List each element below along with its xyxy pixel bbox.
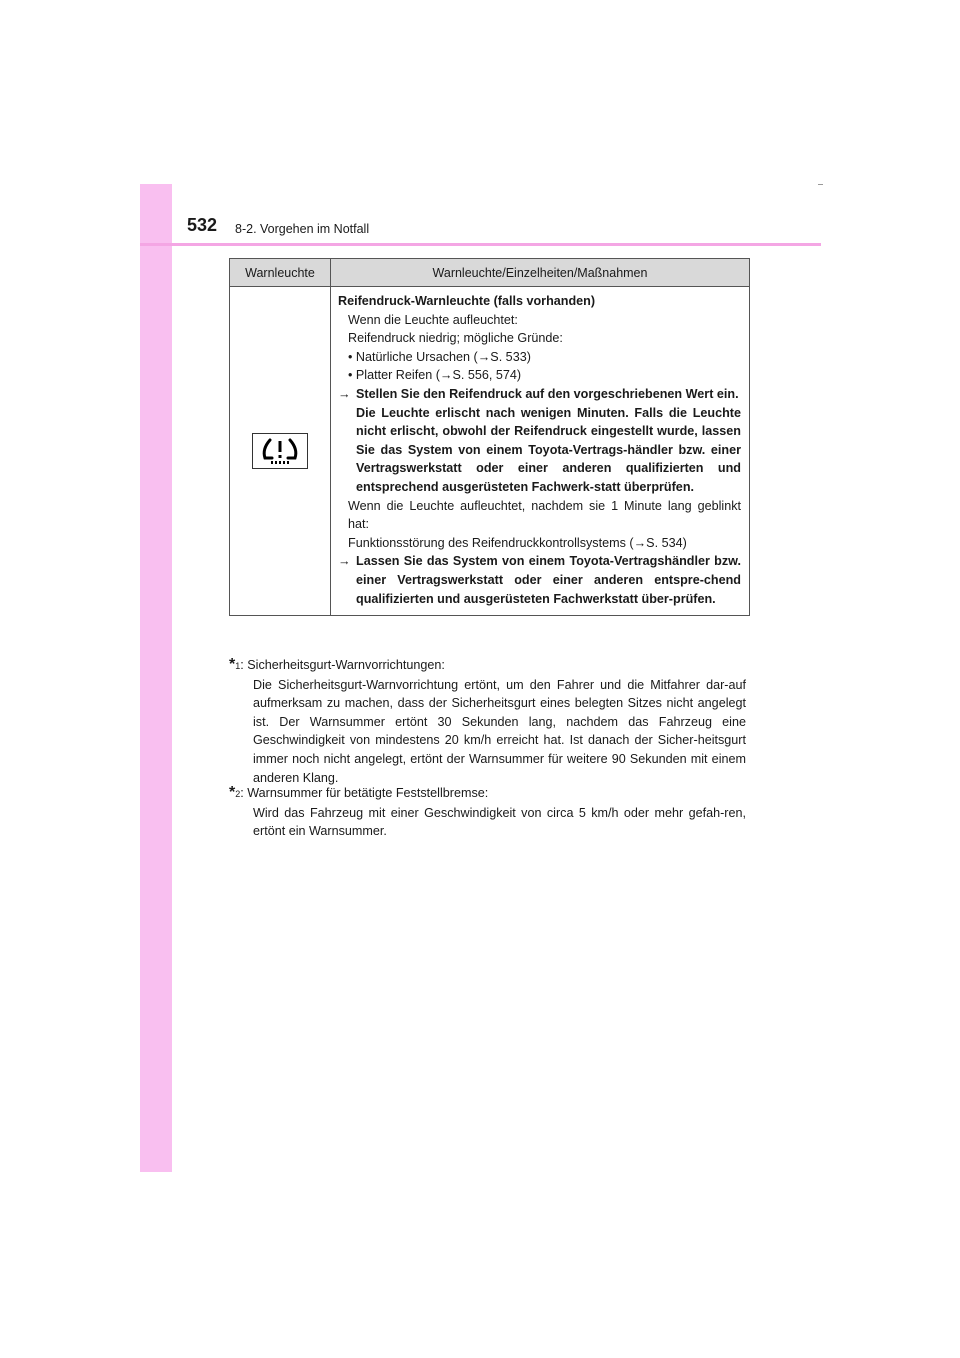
- footnote: [229, 656, 746, 787]
- arrow-icon: →: [338, 386, 351, 401]
- footnote-number: 1: [235, 661, 241, 671]
- footnote: [229, 784, 746, 841]
- warning-title: Reifendruck-Warnleuchte (falls vorhanden): [338, 294, 596, 308]
- malfunction-text: Funktionsstörung des Reifendruckkontrollsystems (→S. 534): [348, 535, 687, 550]
- action-block: [338, 552, 741, 608]
- action-block: [338, 385, 741, 497]
- table-header-row: [230, 259, 750, 287]
- arrow-icon: →: [338, 554, 351, 569]
- side-tab-bar: [140, 184, 172, 1172]
- cause-intro: Reifendruck niedrig; mögliche Gründe:: [348, 331, 563, 346]
- page-number: 532: [187, 215, 218, 235]
- action-note: Die Leuchte erlischt nach wenigen Minuten. Falls die Leuchte nicht erlischt, obwohl der Reifendruck eingestellt wurde, lassen Sie das System von einem Toyota-Vertrags-händler bzw. einer Vertragswerkstatt oder einer anderen qualifizierten und entsprechend ausgerüsteten Fachwerk-statt überprüfen.: [356, 405, 741, 494]
- action-text: Stellen Sie den Reifendruck auf den vorgeschriebenen Wert ein.: [356, 386, 739, 401]
- section-title: 8-2. Vorgehen im Notfall: [235, 222, 370, 236]
- condition-text: Wenn die Leuchte aufleuchtet:: [348, 312, 518, 327]
- condition-text: Wenn die Leuchte aufleuchtet, nachdem sie 1 Minute lang geblinkt hat:: [348, 498, 741, 532]
- icon-cell: [230, 287, 331, 616]
- footnote-label: : Warnsummer für betätigte Feststellbremse:: [240, 786, 489, 800]
- action-text: Lassen Sie das System von einem Toyota-Vertragshändler bzw. einer Vertragswerkstatt oder einer anderen entspre-chend qualifizierten und ausgerüsteten Fachwerkstatt über-prüfen.: [356, 554, 741, 606]
- footnote-star: *: [229, 656, 236, 673]
- warning-light-table: [229, 258, 750, 616]
- footnote-star: *: [229, 784, 236, 801]
- table-row: [230, 287, 750, 616]
- footnote-text: Die Sicherheitsgurt-Warnvorrichtung ertönt, um den Fahrer und die Mitfahrer dar-auf aufmerksam zu machen, dass der Sicherheitsgurt eines belegten Sitzes nicht angelegt ist. Der Warnsummer ertönt 30 Sekunden lang, nachdem das Fahrzeug eine Geschwindigkeit von mindestens 20 km/h erreicht hat. Ist danach der Sicher-heitsgurt immer noch nicht angelegt, ertönt der Warnsummer für weitere 90 Sekunden mit einem anderen Klang.: [253, 677, 746, 785]
- footnote-number: 2: [235, 789, 241, 799]
- tire-pressure-warning-icon: [252, 433, 308, 469]
- header-rule: [140, 243, 821, 246]
- bullet-item: • Platter Reifen (→S. 556, 574): [348, 368, 522, 383]
- column-header-details: Warnleuchte/Einzelheiten/Maßnahmen: [331, 259, 750, 287]
- column-header-light: Warnleuchte: [230, 259, 331, 287]
- footnote-label: : Sicherheitsgurt-Warnvorrichtungen:: [240, 658, 445, 672]
- footnote-text: Wird das Fahrzeug mit einer Geschwindigkeit von circa 5 km/h oder mehr gefah-ren, ertönt ein Warnsummer.: [253, 805, 746, 839]
- crop-mark: [818, 184, 823, 185]
- details-cell: [331, 287, 750, 616]
- bullet-item: • Natürliche Ursachen (→S. 533): [348, 349, 531, 364]
